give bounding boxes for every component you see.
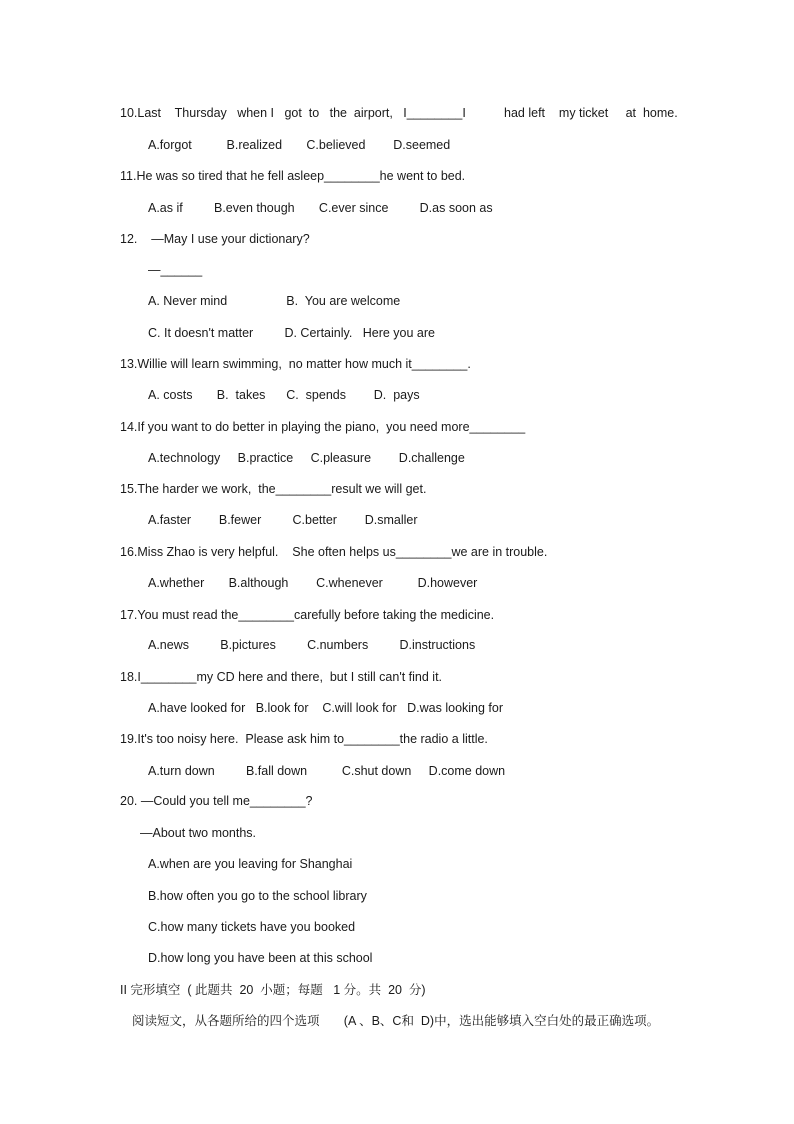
question-14-stem: 14.If you want to do better in playing the piano, you need more________ — [120, 420, 526, 434]
question-16-options: A.whether B.although C.whenever D.however — [148, 576, 478, 590]
question-12-reply: —______ — [148, 263, 203, 277]
question-20-option-b: B.how often you go to the school library — [148, 889, 367, 903]
section-instruction: 阅读短文，从各题所给的四个选项 (A 、B、C和 D)中，选出能够填入空白处的最正确选项。 — [132, 1014, 660, 1028]
question-13-options: A. costs B. takes C. spends D. pays — [148, 388, 420, 402]
question-17-stem: 17.You must read the________carefully before taking the medicine. — [120, 608, 495, 622]
question-17-options: A.news B.pictures C.numbers D.instructions — [148, 638, 476, 652]
question-18-options: A.have looked for B.look for C.will look for D.was looking for — [148, 701, 504, 715]
question-20-option-a: A.when are you leaving for Shanghai — [148, 857, 353, 871]
section-heading: II 完形填空 ( 此题共 20 小题；每题 1 分。共 20 分) — [120, 983, 426, 997]
question-11-options: A.as if B.even though C.ever since D.as soon as — [148, 201, 493, 215]
question-18-stem: 18.I________my CD here and there, but I still can't find it. — [120, 670, 443, 684]
question-11-stem: 11.He was so tired that he fell asleep________he went to bed. — [120, 169, 466, 183]
question-20-stem: 20. —Could you tell me________? — [120, 794, 313, 808]
question-20-option-c: C.how many tickets have you booked — [148, 920, 356, 934]
question-13-stem: 13.Willie will learn swimming, no matter how much it________. — [120, 357, 471, 371]
question-15-options: A.faster B.fewer C.better D.smaller — [148, 513, 418, 527]
question-20-reply: —About two months. — [140, 826, 257, 840]
question-14-options: A.technology B.practice C.pleasure D.challenge — [148, 451, 465, 465]
question-12-stem: 12. —May I use your dictionary? — [120, 232, 310, 246]
question-16-stem: 16.Miss Zhao is very helpful. She often helps us________we are in trouble. — [120, 545, 548, 559]
question-10-stem: 10.Last Thursday when I got to the airport, I________I had left my ticket at home. — [120, 106, 678, 120]
question-12-options-2: C. It doesn't matter D. Certainly. Here you are — [148, 326, 435, 340]
question-19-stem: 19.It's too noisy here. Please ask him to________the radio a little. — [120, 732, 488, 746]
question-20-option-d: D.how long you have been at this school — [148, 951, 373, 965]
question-10-options: A.forgot B.realized C.believed D.seemed — [148, 138, 451, 152]
question-15-stem: 15.The harder we work, the________result we will get. — [120, 482, 427, 496]
question-12-options-1: A. Never mind B. You are welcome — [148, 294, 401, 308]
question-19-options: A.turn down B.fall down C.shut down D.come down — [148, 764, 506, 778]
